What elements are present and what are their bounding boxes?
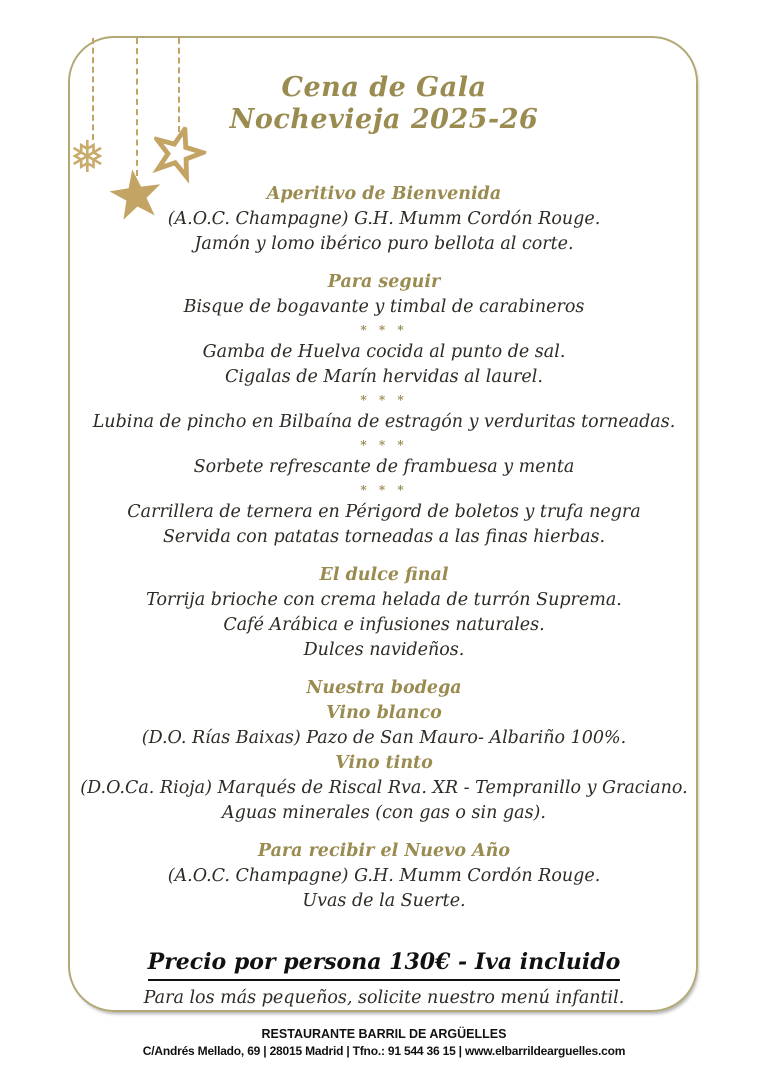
section-heading: El dulce final bbox=[319, 565, 449, 585]
menu-section bbox=[70, 676, 698, 826]
menu-section bbox=[70, 270, 698, 550]
menu-item: Jamón y lomo ibérico puro bellota al corte. bbox=[194, 234, 574, 254]
menu-title bbox=[70, 72, 698, 136]
wine-subheading: Vino blanco bbox=[326, 703, 442, 723]
section-heading: Nuestra bodega bbox=[306, 678, 462, 698]
menu-item: Gamba de Huelva cocida al punto de sal. bbox=[202, 342, 566, 362]
course-separator: * * * bbox=[360, 393, 408, 407]
course-separator: * * * bbox=[360, 483, 408, 497]
course-separator: * * * bbox=[360, 438, 408, 452]
wine-subheading: Vino tinto bbox=[335, 753, 433, 773]
menu-section bbox=[70, 563, 698, 663]
course-separator: * * * bbox=[360, 323, 408, 337]
restaurant-name: RESTAURANTE BARRIL DE ARGÜELLES bbox=[261, 1027, 507, 1041]
menu-title-line2: Nochevieja 2025-26 bbox=[229, 104, 539, 135]
section-heading: Aperitivo de Bienvenida bbox=[266, 184, 502, 204]
menu-item: Cigalas de Marín hervidas al laurel. bbox=[225, 367, 543, 387]
menu-item: Carrillera de ternera en Périgord de boletos y trufa negra bbox=[127, 502, 641, 522]
menu-item: Sorbete refrescante de frambuesa y menta bbox=[193, 457, 575, 477]
menu-item: Dulces navideños. bbox=[303, 640, 465, 660]
restaurant-footer bbox=[0, 1026, 768, 1060]
menu-item: Lubina de pincho en Bilbaína de estragón y verduritas torneadas. bbox=[92, 412, 676, 432]
menu-item: Aguas minerales (con gas o sin gas). bbox=[222, 803, 546, 823]
menu-item: Uvas de la Suerte. bbox=[302, 891, 466, 911]
section-heading: Para seguir bbox=[327, 272, 441, 292]
menu-item: Bisque de bogavante y timbal de carabineros bbox=[183, 297, 585, 317]
menu-item: Servida con patatas torneadas a las finas hierbas. bbox=[162, 527, 606, 547]
menu-title-line1: Cena de Gala bbox=[281, 72, 487, 103]
menu-item: (A.O.C. Champagne) G.H. Mumm Cordón Rouge. bbox=[167, 209, 601, 229]
kids-menu-note: Para los más pequeños, solicite nuestro menú infantil. bbox=[143, 988, 625, 1008]
price-per-person: Precio por persona 130€ - Iva incluido bbox=[70, 946, 698, 981]
menu-section bbox=[70, 839, 698, 914]
menu-item: Torrija brioche con crema helada de turrón Suprema. bbox=[146, 590, 622, 610]
restaurant-contact-details: C/Andrés Mellado, 69 | 28015 Madrid | Tfno.: 91 544 36 15 | www.elbarrildearguelles.com bbox=[142, 1044, 626, 1058]
menu-content bbox=[70, 36, 698, 1012]
section-heading: Para recibir el Nuevo Año bbox=[257, 841, 511, 861]
menu-item: Café Arábica e infusiones naturales. bbox=[223, 615, 545, 635]
price-block bbox=[70, 946, 698, 1012]
menu-item: (D.O.Ca. Rioja) Marqués de Riscal Rva. XR - Tempranillo y Graciano. bbox=[80, 778, 688, 798]
menu-item: (A.O.C. Champagne) G.H. Mumm Cordón Rouge. bbox=[167, 866, 601, 886]
menu-section bbox=[70, 182, 698, 257]
menu-item: (D.O. Rías Baixas) Pazo de San Mauro- Albariño 100%. bbox=[141, 728, 627, 748]
snowflake-icon: ❅ bbox=[69, 132, 106, 183]
menu-sections bbox=[70, 182, 698, 914]
